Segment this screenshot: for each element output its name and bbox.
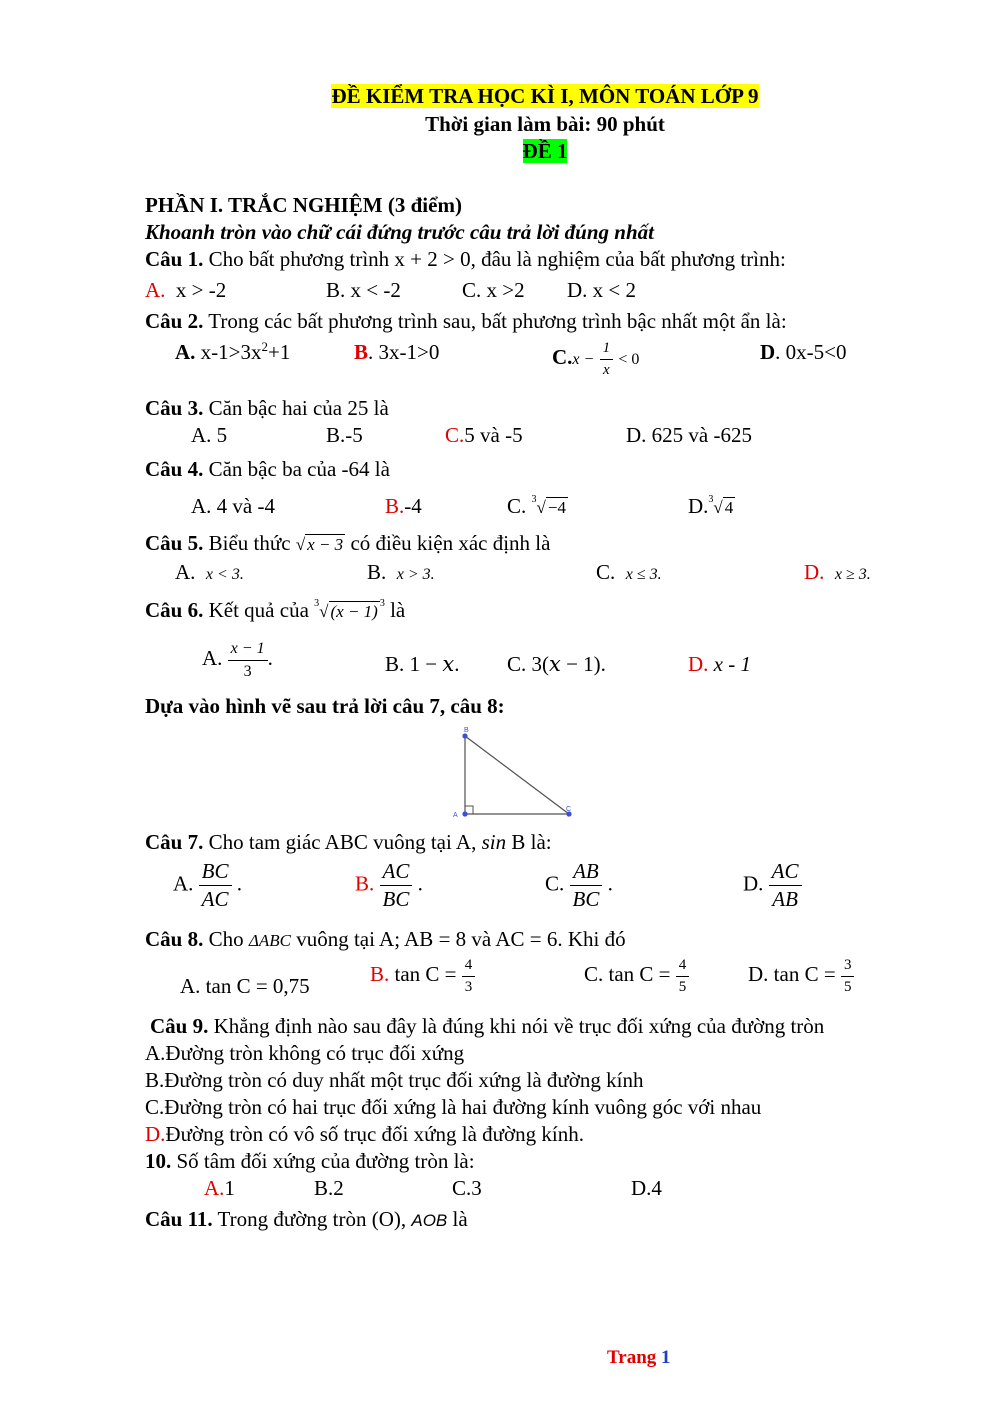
triangle-figure	[440, 722, 580, 822]
q8-option-b: B. tan C = $\frac{4}{3}$	[370, 957, 475, 995]
q6-option-b: B. 1 − 𝑥.	[385, 652, 460, 676]
q7-option-d: D. $\frac{AC}{AB}$	[743, 860, 802, 911]
label-c: C	[566, 806, 572, 813]
q10-option-b: B.2	[314, 1176, 344, 1200]
exam-title: ĐỀ KIỂM TRA HỌC KÌ I, MÔN TOÁN LỚP 9	[331, 84, 759, 108]
q7-option-a: A. $\frac{BC}{AC}$ .	[173, 859, 243, 912]
q3-option-c: C.5 và -5	[445, 423, 523, 447]
q9-option-d: D.Đường tròn có vô số trục đối xứng là đường kính.	[145, 1122, 584, 1146]
figure-intro: Dựa vào hình vẽ sau trả lời câu 7, câu 8:	[145, 694, 505, 718]
q3-option-d: D. 625 và -625	[626, 423, 752, 447]
q6-option-c: C. 3(𝑥 − 1).	[507, 652, 606, 676]
q5-option-a: A. x < 3.	[175, 560, 244, 584]
q4-option-a: A. 4 và -4	[191, 494, 275, 518]
q2-stem: Câu 2. Trong các bất phương trình sau, bất phương trình bậc nhất một ẩn là:	[145, 309, 787, 333]
q10-option-a: A.1	[204, 1176, 235, 1200]
exam-time: Thời gian làm bài: 90 phút	[425, 112, 665, 136]
q4-option-c: C. $^3$√ −4	[507, 494, 566, 518]
q9-stem: Câu 9. Khẳng định nào sau đây là đúng khi nói về trục đối xứng của đường tròn	[150, 1014, 825, 1038]
q1-stem: Câu 1. Cho bất phương trình x + 2 > 0, đâu là nghiệm của bất phương trình:	[145, 247, 786, 271]
q9-option-b: B.Đường tròn có duy nhất một trục đối xứng là đường kính	[145, 1068, 644, 1092]
q8-option-a: A. tan C = 0,75	[180, 974, 310, 998]
q3-option-a: A. 5	[191, 423, 228, 447]
q4-stem: Câu 4. Căn bậc ba của -64 là	[145, 457, 390, 481]
point-a	[462, 811, 467, 816]
q3-option-b: B.-5	[326, 423, 363, 447]
q4-option-b: B.-4	[385, 494, 422, 518]
q5-option-d: D. x ≥ 3.	[804, 560, 871, 584]
q7-option-b: B. $\frac{AC}{BC}$ .	[355, 859, 423, 912]
q8-option-d: D. tan C = $\frac{3}{5}$	[748, 957, 854, 995]
q6-option-d: D. x - 1	[688, 652, 751, 676]
page-footer: Trang 1	[607, 1347, 671, 1368]
q6-option-a: A. $\frac{x - 1}{3}$ .	[202, 640, 273, 680]
part1-heading: PHẦN I. TRẮC NGHIỆM (3 điểm)	[145, 193, 462, 217]
q6-stem: Câu 6. Kết quả của $^3$√ (x − 1) $^3$ là	[145, 598, 406, 622]
q11-stem: Câu 11. Trong đường tròn (O), AOB là	[145, 1207, 468, 1231]
q1-option-c: C. x >2	[462, 278, 525, 302]
q7-stem: Câu 7. Cho tam giác ABC vuông tại A, sin B là:	[145, 830, 552, 854]
q2-option-d: D. 0x-5<0	[760, 340, 847, 364]
q2-option-b: B. 3x-1>0	[354, 340, 440, 364]
q2-option-c: C.x − $\frac{1}{x}$ < 0	[552, 340, 640, 378]
exam-code: ĐỀ 1	[522, 139, 568, 163]
q10-option-d: D.4	[631, 1176, 662, 1200]
point-b	[462, 733, 467, 738]
q1-option-b: B. x < -2	[326, 278, 401, 302]
q7-option-c: C. $\frac{AB}{BC}$ .	[545, 859, 613, 912]
q9-option-a: A.Đường tròn không có trục đối xứng	[145, 1041, 465, 1065]
q5-option-b: B. x > 3.	[367, 560, 435, 584]
q3-stem: Câu 3. Căn bậc hai của 25 là	[145, 396, 389, 420]
part1-instruction: Khoanh tròn vào chữ cái đứng trước câu trả lời đúng nhất	[145, 220, 654, 244]
q1-option-d: D. x < 2	[567, 278, 637, 302]
q9-option-c: C.Đường tròn có hai trục đối xứng là hai đường kính vuông góc với nhau	[145, 1095, 762, 1119]
q8-stem: Câu 8. Cho ΔABC vuông tại A; AB = 8 và AC = 6. Khi đó	[145, 927, 626, 951]
label-b: B	[464, 727, 469, 734]
q10-option-c: C.3	[452, 1176, 482, 1200]
label-a: A	[453, 812, 458, 819]
q1-option-a: A. x > -2	[145, 278, 227, 302]
q5-stem: Câu 5. Biểu thức √ x − 3 có điều kiện xác định là	[145, 531, 551, 555]
q10-stem: 10. Số tâm đối xứng của đường tròn là:	[145, 1149, 475, 1173]
q5-option-c: C. x ≤ 3.	[596, 560, 662, 584]
q8-option-c: C. tan C = $\frac{4}{5}$	[584, 957, 689, 995]
q4-option-d: D.$^3$√ 4	[688, 494, 734, 518]
side-bc	[465, 736, 572, 814]
q2-option-a: A. $x-1>3x^2+1$	[175, 339, 291, 364]
